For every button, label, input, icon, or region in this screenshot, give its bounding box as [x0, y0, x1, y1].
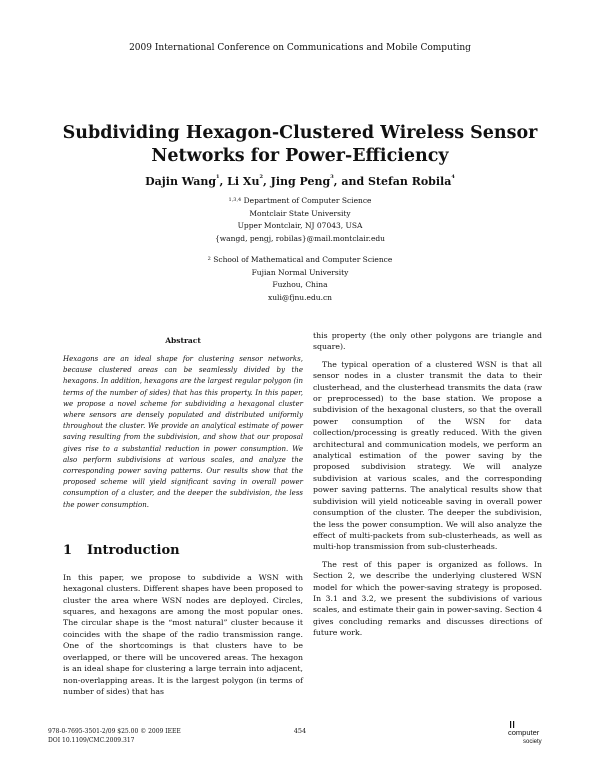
- author-name: Jing Peng: [270, 175, 331, 188]
- author-sep: , and: [333, 175, 368, 188]
- affiliation-univ: Fujian Normal University: [251, 267, 349, 277]
- right-column: [313, 330, 542, 639]
- affiliation-sup: 2: [207, 256, 211, 262]
- logo-text-top: computer: [508, 728, 540, 737]
- author-sup: 2: [259, 174, 263, 180]
- title-line-1: Subdividing Hexagon-Clustered Wireless Sensor: [62, 123, 538, 143]
- author-list: [60, 175, 540, 188]
- author-sup: 3: [330, 174, 334, 180]
- affiliation-city: Upper Montclair, NJ 07043, USA: [237, 221, 363, 231]
- affiliation-2: [120, 254, 480, 304]
- logo-text-bottom: society: [523, 739, 542, 745]
- author-name: Stefan Robila: [367, 175, 452, 188]
- section-heading-introduction: [63, 543, 303, 558]
- abstract-heading: Abstract: [165, 336, 201, 345]
- left-column: [63, 336, 303, 697]
- author-name: Li Xu: [227, 175, 260, 188]
- affiliation-email: {wangd, pengj, robilas}@mail.montclair.edu: [214, 233, 386, 243]
- intro-paragraph-2: The typical operation of a clustered WSN is that all sensor nodes in a cluster transmit the data to their clusterhead, and the clusterhead transmits the data (raw or preprocessed) to the base station. We propose a subdivision of the hexagonal clusters, so that the overall power consumption of the WSN for data collection/processing is greatly reduced. With the given architectural and communication models, we perform an analytical estimation of the power saving by the proposed subdivision strategy. We will analyze subdivision at various scales, and the corresponding power saving patterns. The analytical results show that subdivision will yield noticeable saving in overall power consumption of the cluster. The deeper the subdivision, the less the power consumption. We will also analyze the effect of multi-packets from sub-clusterheads, as well as multi-hop transmission from sub-clusterheads.: [313, 359, 542, 552]
- author-sup: 1: [216, 174, 220, 180]
- intro-paragraph-1: In this paper, we propose to subdivide a WSN with hexagonal clusters. Different shapes have been proposed to cluster the area where WSN nodes are deployed. Circles, squares, and hexagons are among the most popular ones. The circular shape is the “most natural” cluster because it coincides with the shape of the radio transmission range. One of the shortcomings is that clusters have to be overlapped, or there will be uncovered areas. The hexagon is an ideal shape for clustering a large terrain into adjacent, non-overlapping areas. It is the largest polygon (in terms of number of sides) that has: [63, 572, 303, 696]
- conference-header: 2009 International Conference on Communications and Mobile Computing: [129, 43, 471, 53]
- affiliation-email: xuli@fjnu.edu.cn: [268, 292, 332, 302]
- author-sup: 4: [451, 174, 455, 180]
- footer-isbn: 978-0-7695-3501-2/09 $25.00 © 2009 IEEE: [48, 728, 181, 735]
- author-sep: ,: [262, 175, 271, 188]
- author-name: Dajin Wang: [145, 175, 217, 188]
- intro-paragraph-3: The rest of this paper is organized as follows. In Section 2, we describe the underlying clustered WSN model for which the power-saving strategy is proposed. In 3.1 and 3.2, we present the subdivisions of various scales, and estimate their gain in power-saving. Section 4 gives concluding remarks and discusses directions of future work.: [313, 559, 542, 638]
- page-number: 454: [293, 727, 307, 735]
- affiliation-1: [120, 195, 480, 245]
- affiliation-city: Fuzhou, China: [272, 280, 328, 290]
- footer-doi: DOI 10.1109/CMC.2009.317: [48, 737, 135, 744]
- author-sep: ,: [219, 175, 228, 188]
- section-title: Introduction: [87, 542, 180, 558]
- section-number: 1: [63, 542, 73, 558]
- affiliation-dept-text: School of Mathematical and Computer Science: [213, 255, 393, 264]
- affiliation-dept-text: Department of Computer Science: [243, 196, 372, 205]
- affiliation-univ: Montclair State University: [249, 208, 351, 218]
- intro-paragraph-continued: this property (the only other polygons are triangle and square).: [313, 331, 542, 352]
- affiliation-dept: [120, 195, 480, 208]
- affiliation-dept: [120, 254, 480, 267]
- affiliation-sup: 1,3,4: [228, 197, 242, 203]
- paper-title: [60, 122, 540, 168]
- abstract-text: Hexagons are an ideal shape for clustering sensor networks, because clustered areas can be seamlessly divided by the hexagons. In addition, hexagons are the largest regular polygon (in terms of the number of sides) that has this property. In this paper, we propose a novel scheme for subdividing a hexagonal cluster where sensors are densely populated and distributed uniformly throughout the cluster. We provide an analytical estimate of power saving resulting from the subdivision, and show that our proposal gives rise to a substantial reduction in power consumption. We also perform subdivisions at various scales, and analyze the corresponding power saving patterns. Our results show that the proposed scheme will yield significant saving in overall power consumption of a cluster, and the deeper the subdivision, the less the power consumption.: [63, 355, 303, 509]
- title-line-2: Networks for Power-Efficiency: [151, 146, 449, 166]
- ieee-computer-society-logo-icon: [499, 718, 549, 748]
